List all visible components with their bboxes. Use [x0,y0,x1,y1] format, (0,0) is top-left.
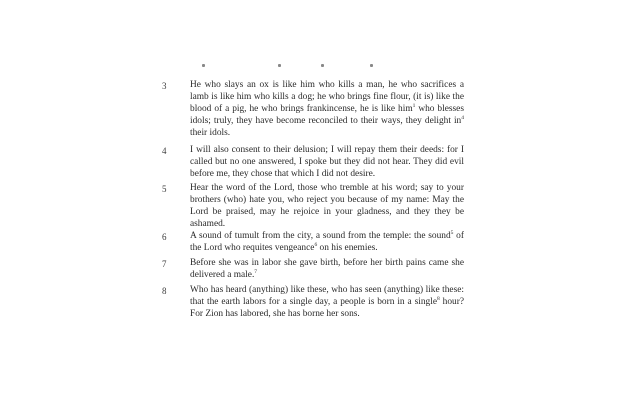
verse-text [190,80,464,140]
footnote-marker: 1 [412,102,416,109]
verse-text [190,231,464,255]
verse-text [190,145,464,181]
verse-text [190,285,464,321]
cut-off-previous-line [200,63,430,69]
footnote-marker: 8 [436,295,440,302]
verse-text-segment: who blesses idols; truly, they have become reconciled to their ways, they delight in [190,103,464,126]
verse-text-segment: hour? For Zion has labored, she has borne her sons. [190,296,464,319]
verse-text-segment: their idols. [190,127,231,138]
verse-text-segment: Who has heard (anything) like these, who has seen (anything) like these: that the earth labors for a single day, a people is born in a single [190,285,464,307]
footnote-marker: 5 [450,229,454,236]
verse-number: 5 [162,184,167,194]
verse-text-segment: of the Lord who requites vengeance [190,231,464,253]
text-fragment [321,64,324,67]
verse-text [190,258,464,282]
verse-number: 3 [162,81,167,91]
verse-number: 6 [162,232,167,242]
verse-text-segment: Before she was in labor she gave birth, before her birth pains came she delivered a male. [190,258,464,280]
footnote-marker: 7 [254,268,258,275]
verse-number: 7 [162,259,167,269]
verse-text-segment: Hear the word of the Lord, those who tremble at his word; say to your brothers (who) hate you, who reject you because of my name: May the Lord be praised, may he rejoice in your gladness, and they they be ashamed. [190,183,464,229]
verse-number: 4 [162,146,167,156]
text-fragment [370,64,373,67]
text-fragment [278,64,281,67]
text-fragment [202,64,205,67]
verse-text-segment: I will also consent to their delusion; I will repay them their deeds: for I called but no one answered, I spoke but they did not hear. They did evil before me, they chose that which I did not desire. [190,145,464,179]
footnote-marker: 6 [314,241,318,248]
verse-text-segment: on his enemies. [317,242,378,253]
verse-text-segment: A sound of tumult from the city, a sound from the temple: the sound [190,231,451,241]
verse-text-segment: He who slays an ox is like him who kills a man, he who sacrifices a lamb is like him who kills a dog; he who brings fine flour, (it is) like the blood of a pig, he who brings frankincense, he is like him [190,80,464,114]
verse-text [190,183,464,231]
footnote-marker: 4 [461,114,464,121]
verse-number: 8 [162,286,167,296]
